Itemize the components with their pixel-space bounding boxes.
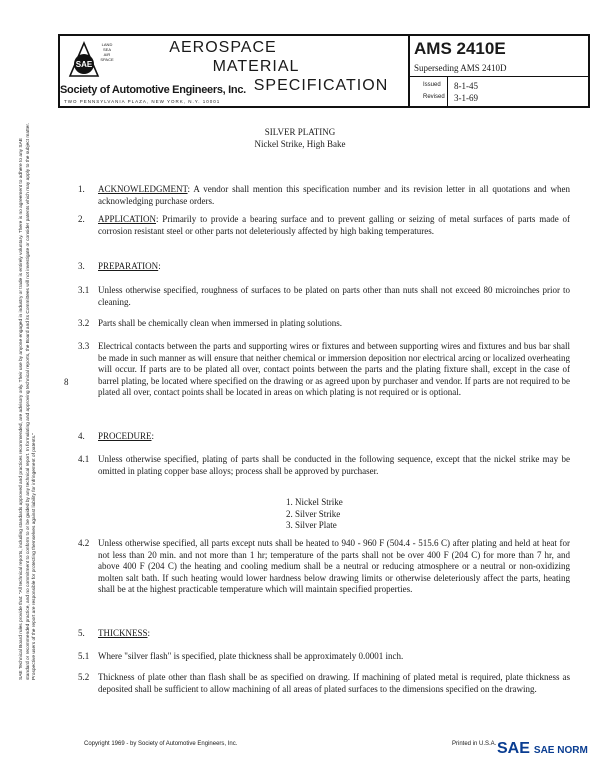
section-acknowledgment <box>98 184 570 207</box>
section-number: 3.2 <box>78 318 90 328</box>
supersedes-note: Superseding AMS 2410D <box>414 63 507 73</box>
section-3-1: Unless otherwise specified, roughness of surfaces to be plated on parts other than nuts shall not exceed 80 microinches prior to cleaning. <box>98 285 570 307</box>
section-heading: ACKNOWLEDGMENT <box>98 184 188 194</box>
logo-caption-line: SEA <box>102 47 111 52</box>
section-number: 5.2 <box>78 672 90 682</box>
society-name: Society of Automotive Engineers, Inc. <box>60 84 246 96</box>
issued-label: Issued <box>423 82 441 88</box>
section-preparation <box>98 261 570 273</box>
revised-date: 3-1-69 <box>454 93 478 103</box>
list-item: 3. Silver Plate <box>286 520 337 530</box>
title-aerospace: AEROSPACE <box>169 39 277 56</box>
logo-text: SAE <box>75 60 93 69</box>
title-specification: SPECIFICATION <box>253 77 389 94</box>
copyright-notice: Copyright 1969 - by Society of Automotive Engineers, Inc. <box>84 741 238 747</box>
section-thickness <box>98 628 570 640</box>
list-item: 1. Nickel Strike <box>286 497 343 507</box>
logo-caption <box>96 42 118 62</box>
section-number: 4.1 <box>78 454 90 464</box>
section-number: 5.1 <box>78 651 90 661</box>
section-5-1: Where "silver flash" is specified, plate thickness shall be approximately 0.0001 inch. <box>98 651 404 661</box>
section-heading-colon: : <box>147 628 151 638</box>
section-5-2: Thickness of plate other than flash shall be as specified on drawing. If machining of plated metal is required, plate thickness as deposited shall be sufficient to allow machining of all areas of plated surfaces to the dimensions specified on the drawing. <box>98 672 570 694</box>
section-number: 1. <box>78 184 85 194</box>
section-4-2: Unless otherwise specified, all parts except nuts shall be heated to 940 - 960 F (504.4 - 515.6 C) after plating and held at heat for not less than 20 min. and not more than 1 hr; temperature of the parts shall not be over 400 F (204 C) for more than 7 hr, and above 400 F (204 C) the heating and cooling medium shall be a neutral or reducing atmosphere or a neutral or non-oxidizing molten salt bath. If such heating would lower hardness below drawing limits or otherwise deleteriously affect the parts, heating shall be at the highest practicable temperature which will maintain specified properties. <box>98 538 570 594</box>
margin-mark: 8 <box>64 377 69 387</box>
section-number: 5. <box>78 628 85 638</box>
title-material: MATERIAL <box>212 58 300 75</box>
revised-label: Revised <box>423 94 445 100</box>
header-divider <box>408 34 410 108</box>
doc-title: SILVER PLATING <box>264 127 336 137</box>
logo-caption-line: SPACE <box>100 57 114 62</box>
issued-date: 8-1-45 <box>454 81 478 91</box>
section-heading-colon: : <box>158 261 161 271</box>
section-number: 3.3 <box>78 341 90 351</box>
logo-caption-line: LAND <box>101 42 113 47</box>
header-rule <box>447 76 448 108</box>
section-number: 3. <box>78 261 85 271</box>
section-heading: PREPARATION <box>98 261 159 271</box>
section-text: : Primarily to provide a bearing surface and to prevent galling or seizing of metal surfaces of parts made of corrosion resistant steel or other parts not deleteriously affected by high baking temperatures. <box>98 214 570 236</box>
section-application <box>98 214 570 237</box>
section-3-3: Electrical contacts between the parts and supporting wires or fixtures and between supporting wires and fixtures and bus bar shall be made in such manner as will ensure that neither chemical or immersion deposition nor electrical arcing or localized overheating will occur. If parts are to be plated all over, contact points between the parts and the plating fixture shall, except in the case of barrel plating, be located where specified on the drawing or as agreed upon by purchaser and vendor. If parts are not required to be plated all over, contact points shall be located in areas on which plating is not required or is optional. <box>98 341 570 397</box>
procedure-steps <box>286 497 343 532</box>
header-box <box>58 34 590 108</box>
printed-in: Printed in U.S.A. <box>452 741 497 747</box>
section-number: 4.2 <box>78 538 90 548</box>
section-procedure <box>98 431 570 443</box>
section-number: 4. <box>78 431 85 441</box>
section-3-2: Parts shall be chemically clean when immersed in plating solutions. <box>98 318 342 328</box>
section-heading: PROCEDURE <box>98 431 152 441</box>
watermark-mark: SAE <box>497 740 530 757</box>
section-number: 2. <box>78 214 85 224</box>
section-text: : A vendor shall mention this specification number and its revision letter in all quotations and when acknowledging purchase orders. <box>98 184 570 206</box>
section-heading: THICKNESS <box>98 628 148 638</box>
spec-number: AMS 2410E <box>414 39 506 58</box>
section-heading-colon: : <box>151 431 155 441</box>
section-heading: APPLICATION <box>98 214 157 224</box>
logo-caption-line: AIR <box>103 52 111 57</box>
header-rule <box>410 76 590 77</box>
sae-disclaimer: SAE Technical Board rules provide that: "All technical reports, including standards approved and practices recommended, are advisory only. Their use by anyone engaged in industry or trade is entirely voluntary. There is no agreement to adhere to any SAE standard or recommended practice, and no commitment to conform to or be guided by any technical report. In formulating and approving technical reports, the Board and its Committees will not investigate or consider patents which may apply to the subject matter. Prospective users of the report are responsible for protecting themselves against liability for infringement of patents." <box>19 123 37 680</box>
list-item: 2. Silver Strike <box>286 508 341 519</box>
section-number: 3.1 <box>78 285 90 295</box>
society-address: TWO PENNSYLVANIA PLAZA, NEW YORK, N.Y. 10001 <box>64 99 221 104</box>
sae-norm-watermark <box>497 740 588 758</box>
section-4-1: Unless otherwise specified, plating of parts shall be conducted in the following sequence, except that the nickel strike may be omitted in plating copper base alloys; process shall be approved by purchaser. <box>98 454 570 476</box>
doc-subtitle: Nickel Strike, High Bake <box>254 139 346 149</box>
watermark-name: SAE NORM <box>533 745 588 756</box>
